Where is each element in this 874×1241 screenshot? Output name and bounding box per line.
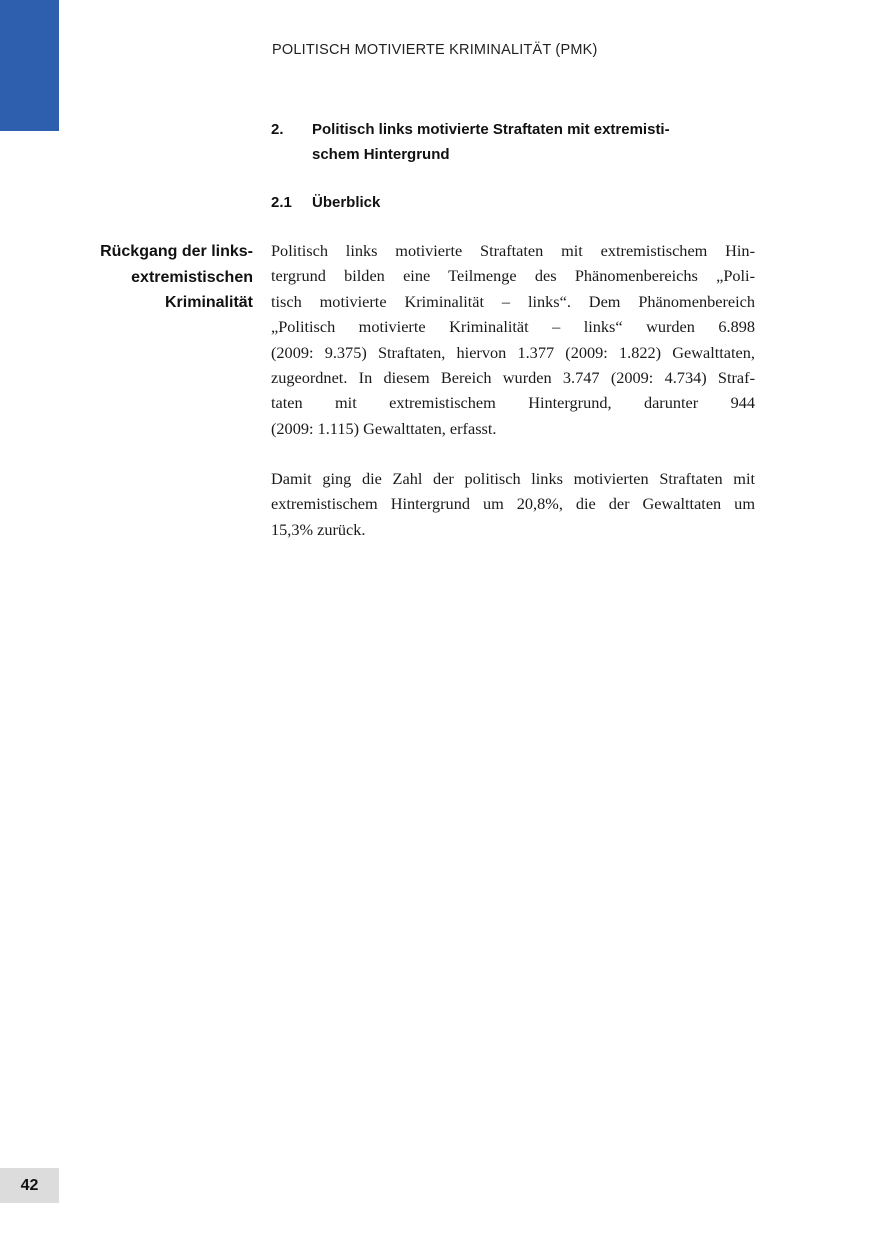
section-title-line: schem Hintergrund [312, 146, 450, 163]
margin-note-line: Rückgang der links- [100, 243, 253, 260]
text-line: zugeordnet. In diesem Bereich wurden 3.747 (2009: 4.734) Straf- [271, 368, 755, 388]
text-line: (2009: 1.115) Gewalttaten, erfasst. [271, 418, 497, 438]
text-line: taten mit extremistischem Hintergrund, darunter 944 [271, 393, 755, 413]
running-head: POLITISCH MOTIVIERTE KRIMINALITÄT (PMK) [272, 42, 598, 58]
chapter-tab-bar [0, 0, 59, 131]
text-line: 15,3% zurück. [271, 519, 366, 539]
subsection-title: Überblick [312, 194, 381, 211]
margin-note-line: extremistischen [131, 268, 253, 286]
text-line: tergrund bilden eine Teilmenge des Phänomenbereichs „Poli- [271, 266, 755, 286]
text-line: Damit ging die Zahl der politisch links motivierten Straftaten mit [271, 469, 755, 488]
margin-note [100, 239, 253, 316]
section-title-line: Politisch links motivierte Straftaten mit extremisti- [312, 121, 670, 138]
section-number: 2. [271, 121, 284, 138]
page-number: 42 [0, 1168, 59, 1203]
text-line: „Politisch motivierte Kriminalität – links“ wurden 6.898 [271, 317, 755, 337]
margin-note-line: Kriminalität [164, 294, 253, 311]
text-line: (2009: 9.375) Straftaten, hiervon 1.377 (2009: 1.822) Gewalttaten, [271, 342, 755, 362]
text-line: tisch motivierte Kriminalität – links“. Dem Phänomenbereich [271, 291, 755, 311]
body-paragraph-1 [271, 238, 755, 441]
body-paragraph-2 [271, 466, 755, 542]
subsection-number: 2.1 [271, 194, 292, 211]
text-line: extremistischem Hintergrund um 20,8%, die der Gewalttaten um [271, 494, 755, 514]
text-line: Politisch links motivierte Straftaten mit extremistischem Hin- [271, 241, 755, 260]
